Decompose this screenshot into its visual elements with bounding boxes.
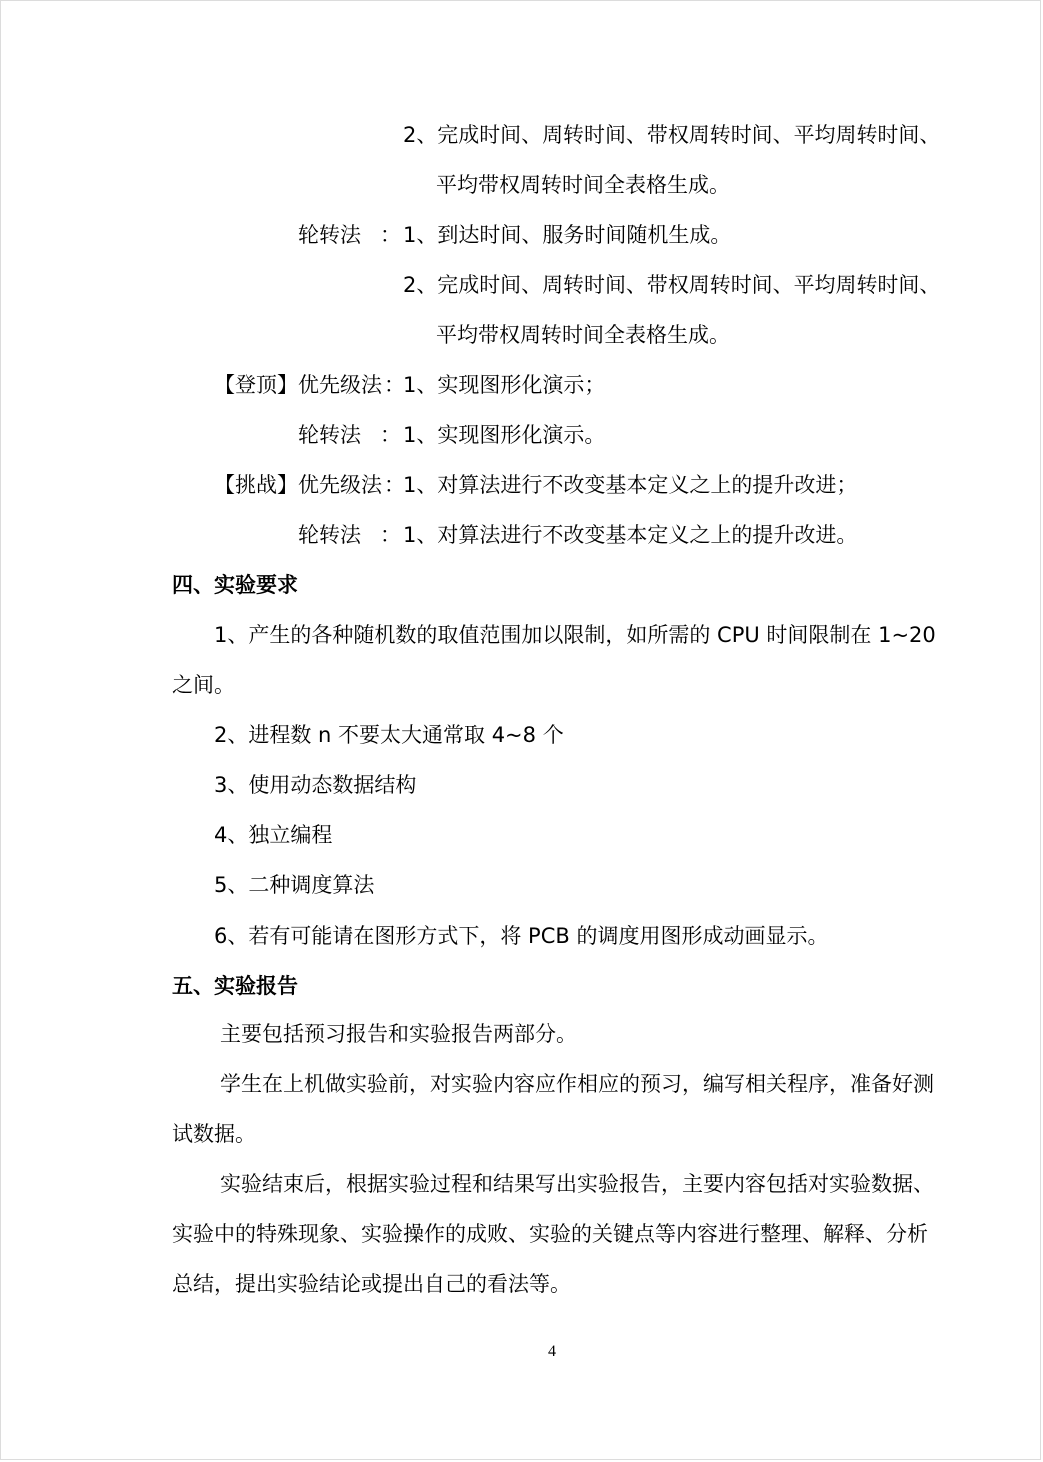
requirement-6: 6、若有可能请在图形方式下，将 PCB 的调度用图形成动画显示。 <box>214 924 829 948</box>
report-paragraph-3-cont-2: 总结，提出实验结论或提出自己的看法等。 <box>172 1272 571 1296</box>
page-number: 4 <box>548 1343 556 1360</box>
report-paragraph-2: 学生在上机做实验前，对实验内容应作相应的预习，编写相关程序，准备好测 <box>220 1072 934 1096</box>
summit-priority-item: 1、实现图形化演示； <box>403 373 606 397</box>
summit-rr-colon: ： <box>380 423 401 447</box>
rr-basic-item-2-cont: 平均带权周转时间全表格生成。 <box>436 323 730 347</box>
challenge-rr-item: 1、对算法进行不改变基本定义之上的提升改进。 <box>403 523 858 547</box>
summit-priority-colon: ： <box>384 373 405 397</box>
report-paragraph-2-cont: 试数据。 <box>172 1122 256 1146</box>
section-4-heading: 四、实验要求 <box>172 573 298 597</box>
challenge-tag: 【挑战】 <box>214 473 298 497</box>
requirement-1: 1、产生的各种随机数的取值范围加以限制，如所需的 CPU 时间限制在 1~20 <box>214 623 936 647</box>
requirement-4: 4、独立编程 <box>214 823 333 847</box>
rr-basic-colon: ： <box>380 223 401 247</box>
rr-basic-item-1: 1、到达时间、服务时间随机生成。 <box>403 223 732 247</box>
section-5-heading: 五、实验报告 <box>172 974 298 998</box>
requirement-1-cont: 之间。 <box>172 673 235 697</box>
summit-tag: 【登顶】 <box>214 373 298 397</box>
challenge-priority-item: 1、对算法进行不改变基本定义之上的提升改进； <box>403 473 858 497</box>
summit-rr-item: 1、实现图形化演示。 <box>403 423 606 447</box>
rr-basic-algo: 轮转法 <box>298 223 361 247</box>
challenge-priority-colon: ： <box>384 473 405 497</box>
rr-basic-item-2: 2、完成时间、周转时间、带权周转时间、平均周转时间、 <box>403 273 941 297</box>
report-paragraph-3-cont-1: 实验中的特殊现象、实验操作的成败、实验的关键点等内容进行整理、解释、分析 <box>172 1222 928 1246</box>
requirement-3: 3、使用动态数据结构 <box>214 773 417 797</box>
requirement-5: 5、二种调度算法 <box>214 873 375 897</box>
priority-item-2-cont: 平均带权周转时间全表格生成。 <box>436 173 730 197</box>
report-paragraph-3: 实验结束后，根据实验过程和结果写出实验报告，主要内容包括对实验数据、 <box>220 1172 934 1196</box>
requirement-2: 2、进程数 n 不要太大通常取 4~8 个 <box>214 723 564 747</box>
report-paragraph-1: 主要包括预习报告和实验报告两部分。 <box>220 1022 577 1046</box>
summit-priority-algo: 优先级法 <box>298 373 382 397</box>
priority-item-2: 2、完成时间、周转时间、带权周转时间、平均周转时间、 <box>403 123 941 147</box>
summit-rr-algo: 轮转法 <box>298 423 361 447</box>
challenge-rr-colon: ： <box>380 523 401 547</box>
challenge-rr-algo: 轮转法 <box>298 523 361 547</box>
challenge-priority-algo: 优先级法 <box>298 473 382 497</box>
